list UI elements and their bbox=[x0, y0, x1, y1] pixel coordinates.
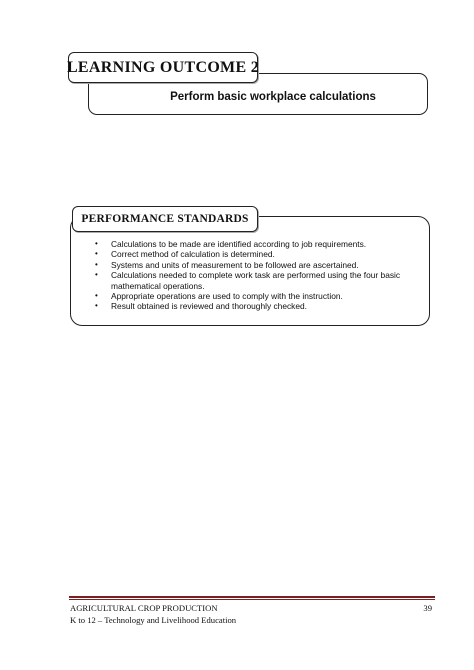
list-item-text: Correct method of calculation is determined. bbox=[111, 249, 275, 260]
list-item-text: Result obtained is reviewed and thoroughly checked. bbox=[111, 301, 308, 312]
list-item bbox=[95, 239, 417, 249]
footer-rule-thick bbox=[69, 596, 435, 598]
learning-outcome-subtitle: Perform basic workplace calculations bbox=[170, 91, 376, 103]
performance-standards-tab bbox=[72, 206, 258, 232]
footer-course: AGRICULTURAL CROP PRODUCTION bbox=[70, 603, 218, 613]
footer-text bbox=[70, 603, 236, 626]
list-item bbox=[95, 301, 417, 311]
footer-program: K to 12 – Technology and Livelihood Education bbox=[70, 614, 237, 625]
learning-outcome-heading: LEARNING OUTCOME 2 bbox=[66, 58, 260, 76]
bullet-icon: • bbox=[95, 259, 98, 269]
list-item-text: Appropriate operations are used to comply with the instruction. bbox=[111, 291, 343, 302]
list-item-text: Systems and units of measurement to be followed are ascertained. bbox=[111, 259, 359, 270]
learning-outcome-tab bbox=[68, 52, 258, 83]
page-number: 39 bbox=[423, 603, 432, 613]
bullet-icon: • bbox=[95, 291, 98, 301]
list-item-text: Calculations needed to complete work task are performed using the four basic mathematical operations. bbox=[111, 270, 401, 291]
bullet-icon: • bbox=[95, 239, 98, 248]
bullet-icon: • bbox=[95, 249, 98, 259]
list-item bbox=[95, 260, 417, 270]
bullet-icon: • bbox=[95, 270, 98, 280]
list-item-text: Calculations to be made are identified according to job requirements. bbox=[111, 239, 367, 249]
list-item bbox=[95, 270, 417, 291]
list-item bbox=[95, 249, 417, 259]
performance-standards-heading: PERFORMANCE STANDARDS bbox=[81, 213, 249, 225]
footer-rule-thin bbox=[69, 599, 435, 600]
performance-standards-list bbox=[95, 239, 417, 312]
list-item bbox=[95, 291, 417, 301]
bullet-icon: • bbox=[95, 301, 98, 311]
